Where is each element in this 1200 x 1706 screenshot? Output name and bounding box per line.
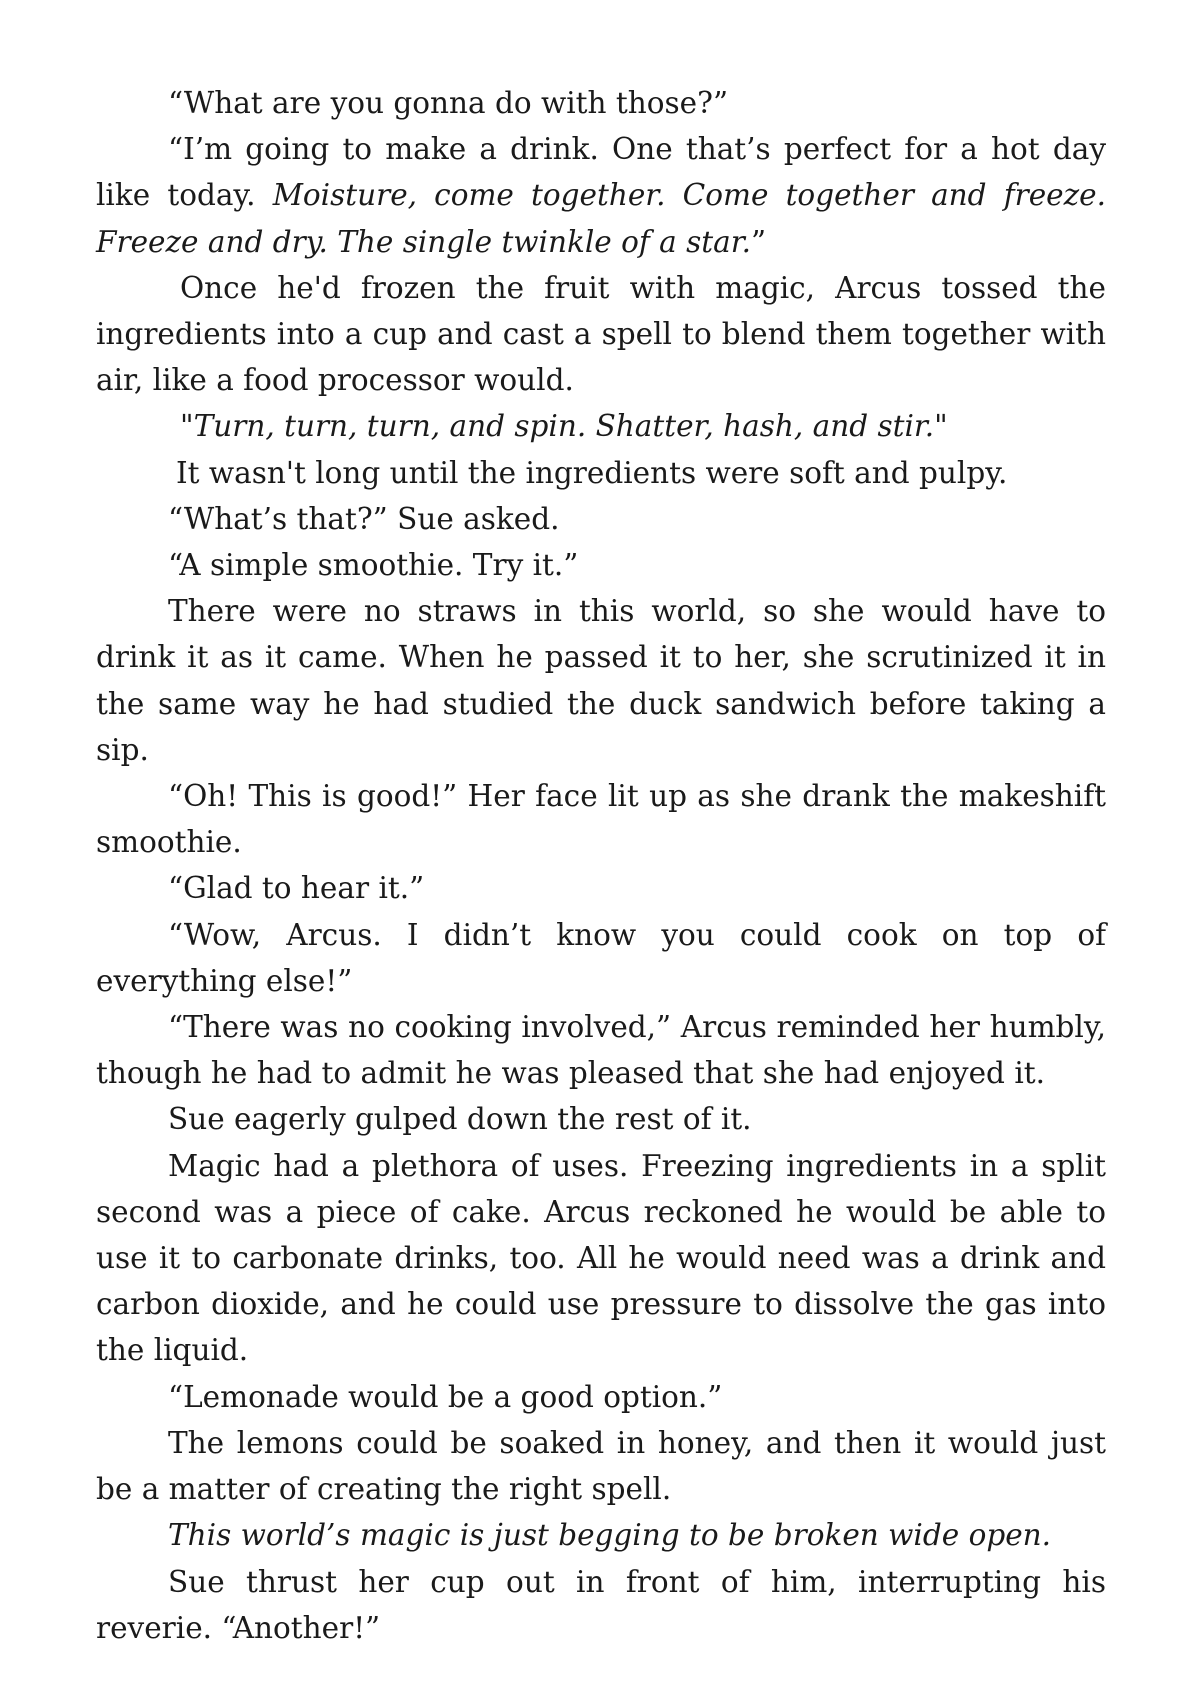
paragraph-6 [96, 496, 1106, 542]
paragraph-16 [96, 1420, 1106, 1512]
paragraph-8-text: There were no straws in this world, so she would have to drink it as it came. When he passed it to her, she scrutinized it in the same way he had studied the duck sandwich before taking a sip. [96, 594, 1106, 767]
paragraph-5-text: It wasn't long until the ingredients were soft and pulpy. [176, 455, 1008, 490]
paragraph-13 [96, 1096, 1106, 1142]
book-page [96, 80, 1106, 1651]
paragraph-1 [96, 80, 1106, 126]
paragraph-16-text: The lemons could be soaked in honey, and then it would just be a matter of creating the right spell. [96, 1425, 1106, 1507]
paragraph-11-text: “Wow, Arcus. I didn’t know you could cook on top of everything else!” [96, 917, 1106, 998]
paragraph-5 [96, 450, 1106, 496]
paragraph-7-text: “A simple smoothie. Try it.” [168, 548, 579, 583]
paragraph-11 [96, 912, 1106, 1004]
paragraph-18 [96, 1559, 1106, 1651]
paragraph-10-text: “Glad to hear it.” [168, 871, 425, 906]
paragraph-12 [96, 1004, 1106, 1096]
paragraph-3 [96, 265, 1106, 404]
paragraph-17-italic-thought: This world’s magic is just begging to be broken wide open. [168, 1518, 1052, 1553]
paragraph-9 [96, 773, 1106, 865]
paragraph-8 [96, 588, 1106, 773]
paragraph-2 [96, 126, 1106, 265]
paragraph-7 [96, 542, 1106, 588]
paragraph-17 [96, 1512, 1106, 1558]
paragraph-18-text: Sue thrust her cup out in front of him, interrupting his reverie. “Another!” [96, 1564, 1106, 1645]
paragraph-6-text: “What’s that?” Sue asked. [168, 501, 560, 536]
paragraph-14-text: Magic had a plethora of uses. Freezing ingredients in a split second was a piece of cake. Arcus reckoned he would be able to use it to carbonate drinks, too. All he would need was a drink and carbon dioxide, and he could use pressure to dissolve the gas into the liquid. [96, 1148, 1106, 1368]
paragraph-3-text: Once he'd frozen the fruit with magic, Arcus tossed the ingredients into a cup and cast a spell to blend them together with air, like a food processor would. [96, 270, 1106, 398]
paragraph-4 [96, 403, 1106, 449]
paragraph-15 [96, 1374, 1106, 1420]
paragraph-9-text: “Oh! This is good!” Her face lit up as she drank the makeshift smoothie. [96, 779, 1106, 860]
paragraph-2-closing-quote: ” [750, 224, 767, 259]
paragraph-14 [96, 1143, 1106, 1374]
paragraph-15-text: “Lemonade would be a good option.” [168, 1379, 723, 1414]
paragraph-2-italic-spell: Moisture, come together. Come together and freeze. Freeze and dry. The single twinkle of a star. [96, 178, 1107, 259]
paragraph-2-text: “I’m going to make a drink. One that’s perfect for a hot day like today. [96, 132, 1106, 213]
paragraph-12-text: “There was no cooking involved,” Arcus reminded her humbly, though he had to admit he was pleased that she had enjoyed it. [96, 1010, 1106, 1091]
paragraph-4-italic-spell: "Turn, turn, turn, and spin. Shatter, hash, and stir." [180, 409, 948, 444]
paragraph-13-text: Sue eagerly gulped down the rest of it. [168, 1102, 752, 1137]
paragraph-10 [96, 865, 1106, 911]
paragraph-1-text: “What are you gonna do with those?” [168, 86, 729, 120]
